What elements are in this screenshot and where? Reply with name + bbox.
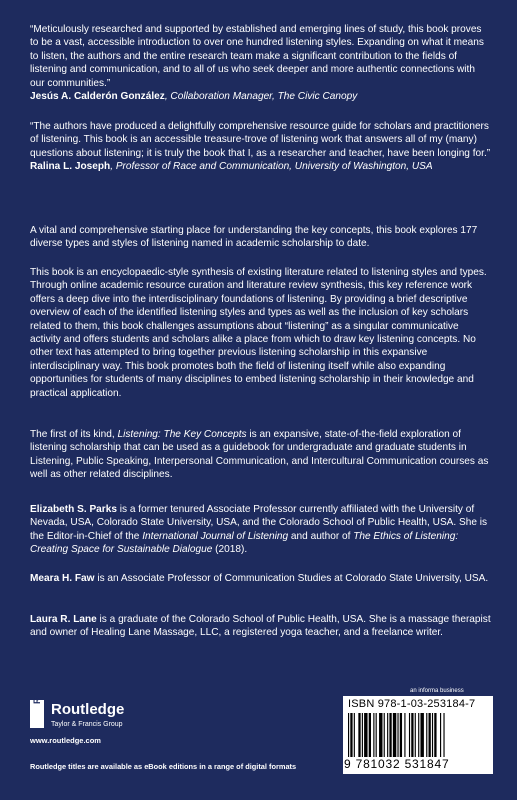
publisher-url: www.routledge.com [30,736,101,745]
review-quote-2 [30,120,492,174]
author-bio-lane: Laura R. Lane is a graduate of the Colorado School of Public Health, USA. She is a massage therapist and owner of Healing Lane Massage, LLC, a registered yoga teacher, and a freelance writer. [30,614,491,639]
quote-text: “The authors have produced a delightfully comprehensive resource guide for scholars and practitioners of listening. This book is an accessible treasure-trove of listening work that answers all of my (many) questions about listening; it is truly the book that I, as a researcher and teacher, have been longing for.” [30,121,491,159]
author-bio-parks: Elizabeth S. Parks is a former tenured Associate Professor currently affiliated with the University of Nevada, USA, Colorado State University, USA, and the Colorado School of Public Health, USA. She is the Editor-in-Chief of the International Journal of Listening and author of The Ethics of Listening: Creating Space for Sustainable Dialogue (2018). [30,504,488,556]
ebook-note: Routledge titles are available as eBook editions in a range of digital formats [30,762,297,771]
quote-attribution [30,90,492,103]
quote-role: , Collaboration Manager, The Civic Canopy [164,91,358,103]
quote-author: Jesús A. Calderón González [30,91,165,103]
routledge-mark-icon: R [30,700,44,728]
quote-attribution [30,160,492,173]
author-name: Laura R. Lane [30,614,97,625]
isbn-barcode-box [343,696,493,774]
review-quote-1 [30,23,492,103]
description-paragraph-2: This book is an encyclopaedic-style synthesis of existing literature related to listening styles and types. Through online academic resource curation and literature review synthesis, this key reference work offers a deep dive into the interdisciplinary foundations of listening. By providing a brief descriptive overview of each of the identified listening styles and types as well as the inclusion of key scholars related to them, this book challenges assumptions about “listening” as a singular communicative activity and offers students and scholars alike a place from which to draw key listening concepts. No other text has attempted to bring together previous listening scholarship in this expansive interdisciplinary way. This book promotes both the field of listening itself while also expanding opportunities for students of many disciplines to embed listening scholarship in their knowledge and practical application. [30,267,487,399]
isbn-digits: 9 781032 531847 [344,757,450,771]
informa-tagline: an informa business [410,688,464,694]
author-name: Elizabeth S. Parks [30,504,117,515]
quote-text: “Meticulously researched and supported by established and emerging lines of study, this book proves to be a vast, accessible introduction to over one hundred listening styles. Expanding on what it means to listen, the authors and the entire research team make a significant contribution to the fields of listening and communication, and to all of us who seek deeper and more authentic connections with our communities.” [30,24,484,89]
quote-author: Ralina L. Joseph [30,161,111,173]
publisher-logo [30,697,190,750]
barcode-icon [348,713,486,757]
book-title: Listening: The Key Concepts [117,429,247,440]
author-bio-faw: Meara H. Faw is an Associate Professor of Communication Studies at Colorado State University, USA. [30,573,489,584]
publisher-name: Routledge [51,701,125,718]
description-paragraph-3: The first of its kind, Listening: The Key Concepts is an expansive, state-of-the-field exploration of listening scholarship that can be used as a guidebook for undergraduate and graduate students in Listening, Public Speaking, Interpersonal Communication, and Intercultural Communication courses as well as other related disciplines. [30,429,489,481]
publisher-group: Taylor & Francis Group [51,721,123,728]
quote-role: , Professor of Race and Communication, University of Washington, USA [110,161,433,173]
author-name: Meara H. Faw [30,573,95,584]
description-paragraph-1: A vital and comprehensive starting place for understanding the key concepts, this book explores 177 diverse types and styles of listening named in academic scholarship to date. [30,225,478,250]
isbn-label: ISBN 978-1-03-253184-7 [348,698,476,710]
